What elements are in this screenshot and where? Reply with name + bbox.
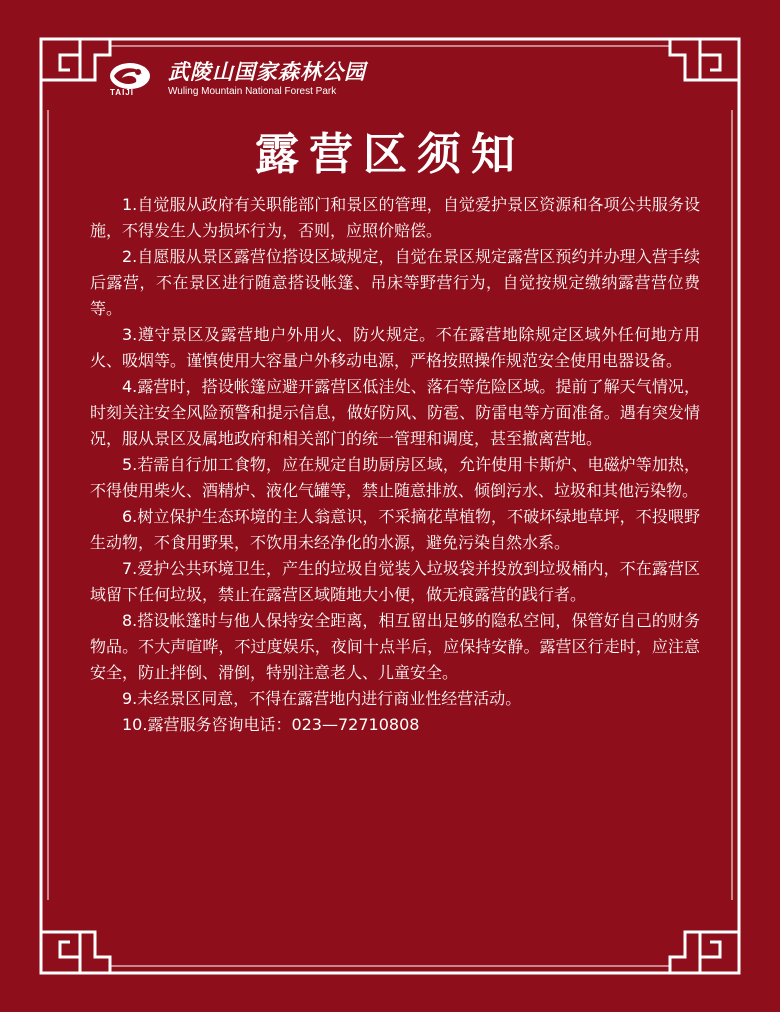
rule-item: 10.露营服务咨询电话：023—72710808 bbox=[122, 715, 420, 734]
rule-item: 4.露营时，搭设帐篷应避开露营区低洼处、落石等危险区域。提前了解天气情况，时刻关注安全风险预警和提示信息，做好防风、防雹、防雷电等方面准备。遇有突发情况，服从景区及属地政府和相关部门的统一管理和调度，甚至撤离营地。 bbox=[90, 377, 700, 448]
park-name-english: Wuling Mountain National Forest Park bbox=[168, 86, 337, 97]
rules-list bbox=[90, 192, 700, 738]
park-name-chinese: 武陵山国家森林公园 bbox=[168, 59, 366, 84]
rule-item: 7.爱护公共环境卫生，产生的垃圾自觉装入垃圾袋并投放到垃圾桶内，不在露营区域留下任何垃圾，禁止在露营区域随地大小便，做无痕露营的践行者。 bbox=[90, 559, 700, 604]
page-title: 露营区须知 bbox=[255, 129, 525, 180]
rule-item: 8.搭设帐篷时与他人保持安全距离，相互留出足够的隐私空间，保管好自己的财务物品。不大声喧哗，不过度娱乐，夜间十点半后，应保持安静。露营区行走时，应注意安全，防止拌倒、滑倒，特别注意老人、儿童安全。 bbox=[90, 611, 700, 682]
rule-item: 6.树立保护生态环境的主人翁意识，不采摘花草植物，不破坏绿地草坪，不投喂野生动物，不食用野果，不饮用未经净化的水源，避免污染自然水系。 bbox=[90, 507, 700, 552]
rule-item: 5.若需自行加工食物，应在规定自助厨房区域，允许使用卡斯炉、电磁炉等加热，不得使用柴火、酒精炉、液化气罐等，禁止随意排放、倾倒污水、垃圾和其他污染物。 bbox=[90, 455, 700, 500]
rule-item: 1.自觉服从政府有关职能部门和景区的管理，自觉爱护景区资源和各项公共服务设施，不得发生人为损坏行为，否则，应照价赔偿。 bbox=[90, 195, 700, 240]
park-logo bbox=[108, 60, 366, 100]
rule-item: 3.遵守景区及露营地户外用火、防火规定。不在露营地除规定区域外任何地方用火、吸烟等。谨慎使用大容量户外移动电源，严格按照操作规范安全使用电器设备。 bbox=[90, 325, 700, 370]
rule-item: 2.自愿服从景区露营位搭设区域规定，自觉在景区规定露营区预约并办理入营手续后露营，不在景区进行随意搭设帐篷、吊床等野营行为，自觉按规定缴纳露营营位费等。 bbox=[90, 247, 700, 318]
logo-brand-text: TAIJI bbox=[110, 88, 134, 97]
rule-item: 9.未经景区同意，不得在露营地内进行商业性经营活动。 bbox=[122, 689, 522, 708]
